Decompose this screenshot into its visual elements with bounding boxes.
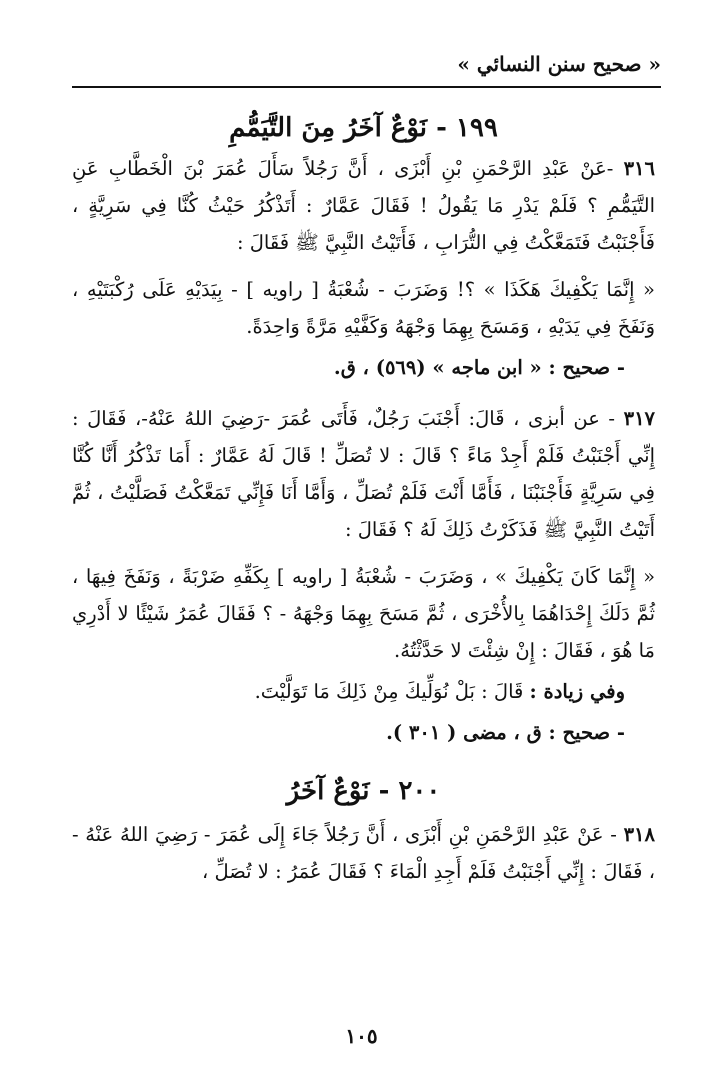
page-number: ١٠٥ <box>345 1024 378 1048</box>
hadith-body: - عن أبزى ، قَالَ: أَجْنَبَ رَجُلٌ، فَأَتَى عُمَرَ -رَضِيَ اللهُ عَنْهُ-، فَقَالَ : إِنِّي أَجْنَبْتُ فَلَمْ أَجِدْ مَاءً ؟ قَالَ : لا تُصَلِّ ! قَالَ لَهُ عَمَّارٌ : أَمَا تَذْكُرُ أَنَّا كُنَّا فِي سَرِيَّةٍ فَأَجْنَبْنَا ، فَأَمَّا أَنْتَ فَلَمْ تُصَلِّ ، وَأَمَّا أَنَا فَإِنِّي تَمَعَّكْتُ فَصَلَّيْتُ ، ثُمَّ أَتَيْتُ النَّبِيَّ ﷺ فَذَكَرْتُ ذَلِكَ لَهُ ؟ فَقَالَ : <box>72 407 655 542</box>
hadith-316-verdict: - صحيح : « ابن ماجه » (٥٦٩) ، ق. <box>333 356 625 380</box>
hadith-number: ٣١٦ <box>623 157 655 181</box>
section-title-200: ٢٠٠ - نَوْعٌ آخَرُ <box>286 776 441 807</box>
addition-lead: وفي زيادة : <box>529 680 625 704</box>
hadith-316-text <box>72 150 655 261</box>
section-title-199: ١٩٩ - نَوْعٌ آخَرُ مِنَ التَّيَمُّمِ <box>229 113 498 143</box>
hadith-number: ٣١٨ <box>623 822 655 846</box>
hadith-number: ٣١٧ <box>623 407 656 431</box>
hadith-317-quote: « إِنَّمَا كَانَ يَكْفِيكَ » ، وَضَرَبَ - شُعْبَةُ [ راويه ] بِكَفِّهِ ضَرْبَةً ، وَنَفَخَ فِيهَا ، ثُمَّ دَلَكَ إِحْدَاهُمَا بِالأُخْرَى ، ثُمَّ مَسَحَ بِهِمَا وَجْهَهُ - ؟ فَقَالَ عُمَرُ شَيْئًا لا أَدْرِي مَا هُوَ ، فَقَالَ : إِنْ شِئْتَ لا حَدَّثْتُهُ. <box>72 565 655 663</box>
hadith-317-addition <box>72 673 655 710</box>
hadith-body: -عَنْ عَبْدِ الرَّحْمَنِ بْنِ أَبْزَى ، أَنَّ رَجُلاً سَأَلَ عُمَرَ بْنَ الْخَطَّابِ عَنِ التَّيَمُّمِ ؟ فَلَمْ يَدْرِ مَا يَقُولُ ! فَقَالَ عَمَّارٌ : أَتَذْكُرُ حَيْثُ كُنَّا فِي سَرِيَّةٍ ، فَأَجْنَبْتُ فَتَمَعَّكْتُ فِي التُّرَابِ ، فَأَتَيْتُ النَّبِيَّ ﷺ فَقَالَ : <box>72 157 655 255</box>
running-head-title: « صحيح سنن النسائي » <box>457 52 661 76</box>
hadith-317-text <box>72 400 655 548</box>
hadith-316-quote: « إِنَّمَا يَكْفِيكَ هَكَذَا » ؟! وَضَرَبَ - شُعْبَةُ [ راويه ] - بِيَدَيْهِ عَلَى رُكْبَتَيْهِ ، وَنَفَخَ فِي يَدَيْهِ ، وَمَسَحَ بِهِمَا وَجْهَهُ وَكَفَّيْهِ مَرَّةً وَاحِدَةً. <box>72 278 655 339</box>
hadith-317-verdict: - صحيح : ق ، مضى ( ٣٠١ ). <box>386 721 625 745</box>
hadith-318-text <box>72 816 655 890</box>
addition-text: قَالَ : بَلْ نُوَلِّيكَ مِنْ ذَلِكَ مَا تَوَلَّيْتَ. <box>254 680 524 704</box>
hadith-body: - عَنْ عَبْدِ الرَّحْمَنِ بْنِ أَبْزَى ، أَنَّ رَجُلاً جَاءَ إِلَى عُمَرَ - رَضِيَ اللهُ عَنْهُ - ، فَقَالَ : إِنِّي أَجْنَبْتُ فَلَمْ أَجِدِ الْمَاءَ ؟ فَقَالَ عُمَرُ : لا تُصَلِّ ، <box>72 822 655 883</box>
header-rule <box>72 86 661 88</box>
page-content <box>72 110 655 890</box>
